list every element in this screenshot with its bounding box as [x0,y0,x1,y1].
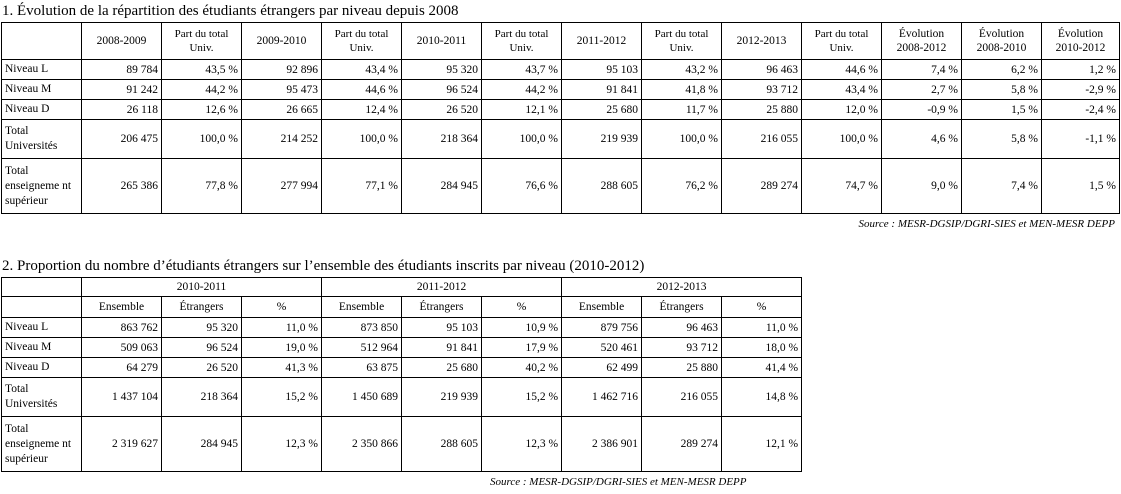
table1-col-header: 2012-2013 [722,23,802,60]
table1-cell: 44,6 % [322,80,402,100]
table2-subheader: Étrangers [162,297,242,318]
table1-cell: 96 463 [722,60,802,80]
table1-cell: 76,2 % [642,159,722,214]
table1-row [2,80,1120,100]
table2-cell: 12,3 % [482,417,562,472]
table1-cell: 95 320 [402,60,482,80]
table1-cell: 26 118 [82,100,162,120]
table1-row [2,100,1120,120]
table2-cell: 41,3 % [242,358,322,378]
table1-cell: 44,2 % [162,80,242,100]
table1-cell: 95 103 [562,60,642,80]
table1-corner [2,23,82,60]
table1-cell: 1,5 % [1042,159,1120,214]
table1-header-row [2,23,1120,60]
table2-cell: 96 463 [642,318,722,338]
table1-cell: 265 386 [82,159,162,214]
table2-corner [2,278,82,297]
table2-row-label: Niveau D [2,358,82,378]
table1-cell: 89 784 [82,60,162,80]
table1-cell: 77,1 % [322,159,402,214]
table2-cell: 10,9 % [482,318,562,338]
table2-cell: 19,0 % [242,338,322,358]
table2-subheader: Étrangers [402,297,482,318]
table2-year-header: 2010-2011 [82,278,322,297]
table2-cell: 41,4 % [722,358,802,378]
table1-cell: 76,6 % [482,159,562,214]
table2-cell: 509 063 [82,338,162,358]
table2-cell: 62 499 [562,358,642,378]
table2-cell: 219 939 [402,378,482,417]
table1-col-header: Part du total Univ. [482,23,562,60]
table1-cell: 91 242 [82,80,162,100]
table1-cell: 44,2 % [482,80,562,100]
table1-cell: 11,7 % [642,100,722,120]
table2-proportion [1,277,802,472]
table2-cell: 879 756 [562,318,642,338]
table2-cell: 11,0 % [722,318,802,338]
table1-cell: 7,4 % [962,159,1042,214]
table2-cell: 96 524 [162,338,242,358]
table2-cell: 25 880 [642,358,722,378]
table1-cell: 1,2 % [1042,60,1120,80]
table1-cell: -1,1 % [1042,120,1120,159]
table2-row [2,378,802,417]
table1-cell: 43,4 % [322,60,402,80]
table2-subheader: Ensemble [322,297,402,318]
table1-cell: 5,8 % [962,80,1042,100]
table1-col-header: Part du total Univ. [162,23,242,60]
table1-cell: 284 945 [402,159,482,214]
table1-col-header: Évolution 2010-2012 [1042,23,1120,60]
table1-cell: 25 880 [722,100,802,120]
table1-source: Source : MESR-DGSIP/DGRI-SIES et MEN-MESR DEPP [858,218,1115,230]
table2-subheader: % [722,297,802,318]
table2-row [2,358,802,378]
table2-cell: 18,0 % [722,338,802,358]
table1-cell: 43,4 % [802,80,882,100]
table2-cell: 520 461 [562,338,642,358]
table1-cell: 12,1 % [482,100,562,120]
table2-row-label: Total Universités [2,378,82,417]
table1-cell: 9,0 % [882,159,962,214]
table1-cell: 26 665 [242,100,322,120]
table1-cell: 12,0 % [802,100,882,120]
table1-col-header: 2010-2011 [402,23,482,60]
table1-row [2,120,1120,159]
table2-cell: 91 841 [402,338,482,358]
table1-cell: 288 605 [562,159,642,214]
table2-row [2,318,802,338]
table1-cell: 74,7 % [802,159,882,214]
table1-cell: 43,2 % [642,60,722,80]
table2-subheader-row [2,297,802,318]
table2-cell: 93 712 [642,338,722,358]
table2-source: Source : MESR-DGSIP/DGRI-SIES et MEN-MESR DEPP [490,476,747,488]
table2-year-row [2,278,802,297]
table1-cell: 12,6 % [162,100,242,120]
table1-cell: 100,0 % [482,120,562,159]
table1-cell: 2,7 % [882,80,962,100]
table2-subheader: % [482,297,562,318]
table1-evolution [1,22,1120,214]
table1-col-header: Part du total Univ. [802,23,882,60]
table1-cell: 4,6 % [882,120,962,159]
table2-cell: 15,2 % [482,378,562,417]
table1-cell: 92 896 [242,60,322,80]
table1-cell: 277 994 [242,159,322,214]
table1-cell: 25 680 [562,100,642,120]
table2-cell: 512 964 [322,338,402,358]
table1-row-label: Total Universités [2,120,82,159]
table1-cell: 100,0 % [802,120,882,159]
table2-cell: 1 437 104 [82,378,162,417]
table1-cell: 214 252 [242,120,322,159]
table2-title: 2. Proportion du nombre d’étudiants étrangers sur l’ensemble des étudiants inscrits par niveau (2010-2012) [2,258,645,274]
table1-row-label: Niveau M [2,80,82,100]
table2-cell: 289 274 [642,417,722,472]
table1-cell: 100,0 % [162,120,242,159]
table1-cell: 100,0 % [322,120,402,159]
table1-cell: 1,5 % [962,100,1042,120]
table1-row [2,60,1120,80]
table1-cell: 91 841 [562,80,642,100]
table1-cell: -0,9 % [882,100,962,120]
table1-cell: 5,8 % [962,120,1042,159]
table2-cell: 2 386 901 [562,417,642,472]
table2-cell: 64 279 [82,358,162,378]
table2-cell: 26 520 [162,358,242,378]
table2-cell: 2 350 866 [322,417,402,472]
table2-cell: 11,0 % [242,318,322,338]
table1-cell: 6,2 % [962,60,1042,80]
table2-cell: 2 319 627 [82,417,162,472]
table2-row-label: Niveau M [2,338,82,358]
table2-cell: 95 103 [402,318,482,338]
table1-col-header: Évolution 2008-2012 [882,23,962,60]
table2-cell: 863 762 [82,318,162,338]
table1-cell: 206 475 [82,120,162,159]
table1-cell: 77,8 % [162,159,242,214]
table2-subheader: Étrangers [642,297,722,318]
table2-cell: 216 055 [642,378,722,417]
table1-cell: 289 274 [722,159,802,214]
table1-row-label: Niveau L [2,60,82,80]
table1-row [2,159,1120,214]
table2-cell: 14,8 % [722,378,802,417]
table1-col-header: Part du total Univ. [322,23,402,60]
table1-cell: 219 939 [562,120,642,159]
table2-cell: 873 850 [322,318,402,338]
table1-cell: 26 520 [402,100,482,120]
table1-cell: 95 473 [242,80,322,100]
table1-cell: 43,5 % [162,60,242,80]
table2-cell: 12,1 % [722,417,802,472]
table2-corner [2,297,82,318]
table1-cell: 218 364 [402,120,482,159]
table2-cell: 218 364 [162,378,242,417]
table1-col-header: 2008-2009 [82,23,162,60]
table1-row-label: Niveau D [2,100,82,120]
table1-cell: 41,8 % [642,80,722,100]
table1-cell: 216 055 [722,120,802,159]
table2-cell: 17,9 % [482,338,562,358]
table2-row [2,338,802,358]
table1-cell: 12,4 % [322,100,402,120]
table2-subheader: Ensemble [82,297,162,318]
table2-row-label: Niveau L [2,318,82,338]
table1-cell: 96 524 [402,80,482,100]
table1-col-header: 2009-2010 [242,23,322,60]
table2-cell: 15,2 % [242,378,322,417]
table2-cell: 63 875 [322,358,402,378]
table2-year-header: 2011-2012 [322,278,562,297]
table2-cell: 95 320 [162,318,242,338]
table1-cell: -2,9 % [1042,80,1120,100]
table2-cell: 288 605 [402,417,482,472]
table1-col-header: Part du total Univ. [642,23,722,60]
table1-cell: 7,4 % [882,60,962,80]
table2-cell: 1 462 716 [562,378,642,417]
table1-row-label: Total enseigneme nt supérieur [2,159,82,214]
table1-cell: 100,0 % [642,120,722,159]
table1-title: 1. Évolution de la répartition des étudiants étrangers par niveau depuis 2008 [2,3,459,19]
table2-subheader: Ensemble [562,297,642,318]
table1-cell: 93 712 [722,80,802,100]
table2-cell: 25 680 [402,358,482,378]
table1-cell: 43,7 % [482,60,562,80]
table2-year-header: 2012-2013 [562,278,802,297]
table2-cell: 284 945 [162,417,242,472]
table2-subheader: % [242,297,322,318]
table1-col-header: 2011-2012 [562,23,642,60]
table1-cell: 44,6 % [802,60,882,80]
table2-cell: 12,3 % [242,417,322,472]
table2-cell: 40,2 % [482,358,562,378]
table1-cell: -2,4 % [1042,100,1120,120]
table2-row [2,417,802,472]
table1-col-header: Évolution 2008-2010 [962,23,1042,60]
table2-cell: 1 450 689 [322,378,402,417]
table2-row-label: Total enseigneme nt supérieur [2,417,82,472]
